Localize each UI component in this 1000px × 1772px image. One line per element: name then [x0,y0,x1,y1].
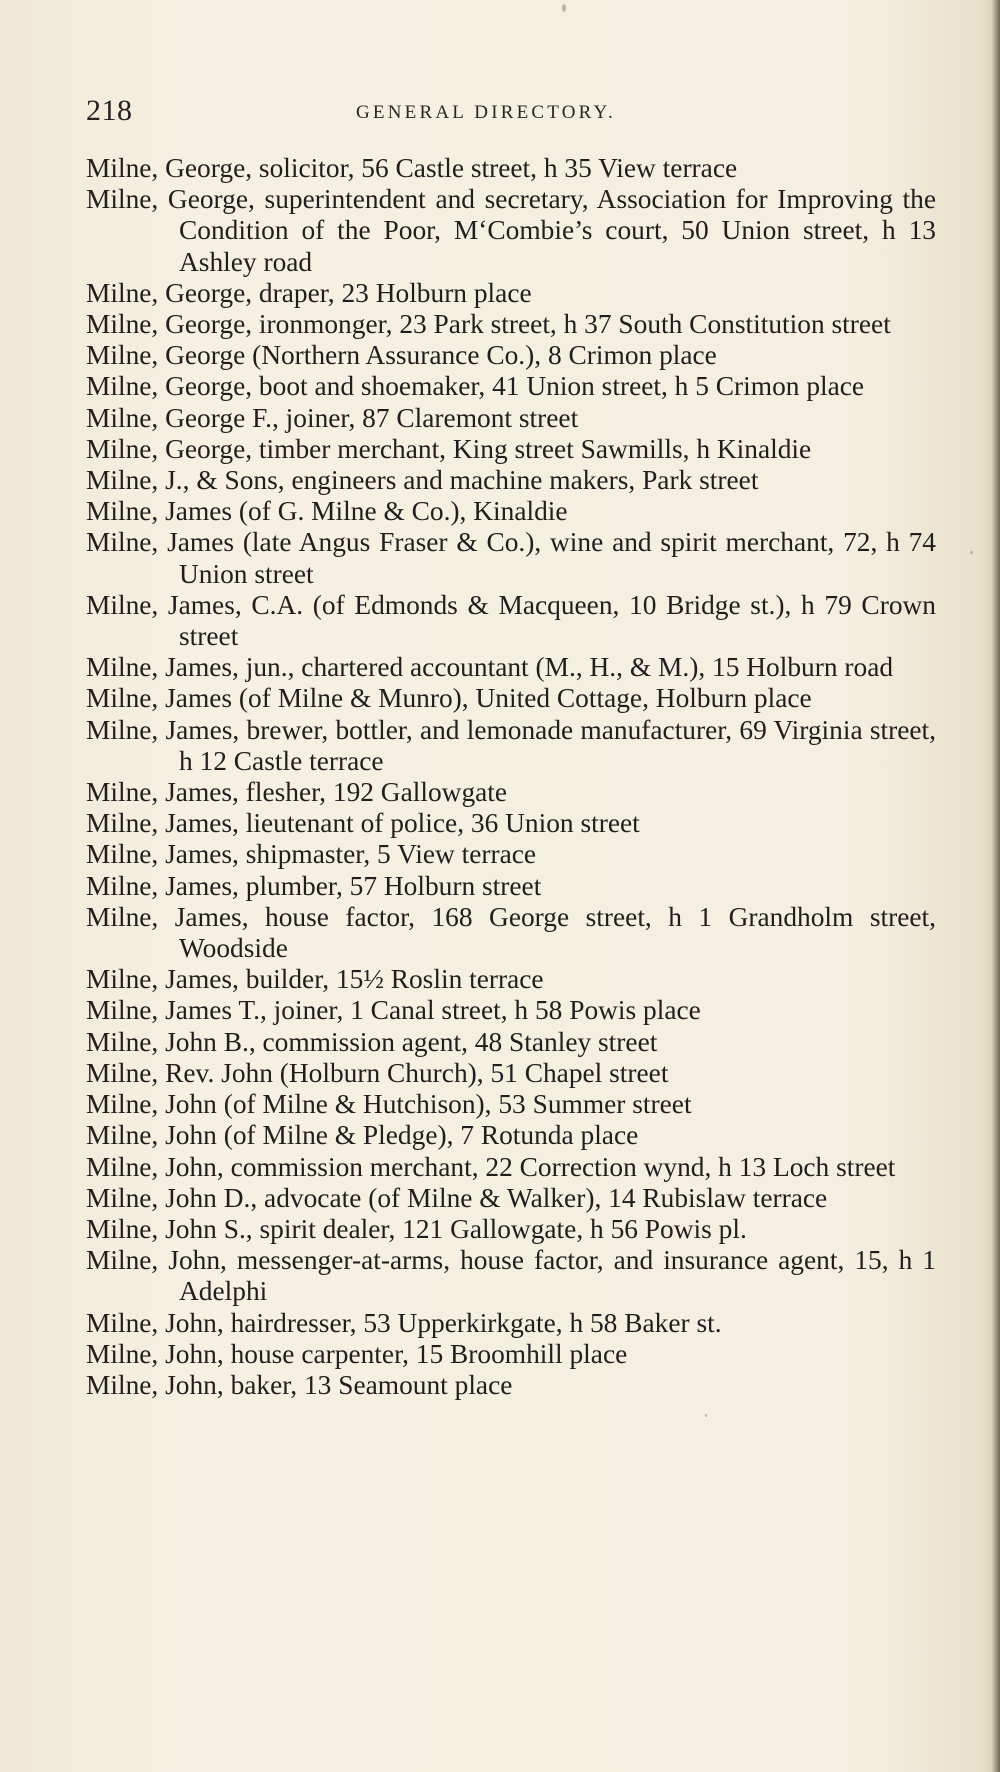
paper-speck [562,4,566,12]
directory-entry: Milne, John, commission merchant, 22 Correction wynd, h 13 Loch street [86,1151,896,1182]
directory-entry: Milne, James (late Angus Fraser & Co.), wine and spirit merchant, 72, h 74 Union street [86,527,936,589]
paper-speck [970,551,973,554]
directory-entry: Milne, Rev. John (Holburn Church), 51 Chapel street [86,1057,669,1088]
directory-entry: Milne, George, draper, 23 Holburn place [86,277,532,308]
directory-entry: Milne, James T., joiner, 1 Canal street, h 58 Powis place [86,995,701,1026]
directory-entry: Milne, John, house carpenter, 15 Broomhill place [86,1338,628,1369]
directory-entry: Milne, George, boot and shoemaker, 41 Union street, h 5 Crimon place [86,371,865,402]
directory-entry: Milne, James, brewer, bottler, and lemonade manufacturer, 69 Virginia street, h 12 Castle terrace [86,714,936,776]
directory-entry: Milne, George, timber merchant, King street Sawmills, h Kinaldie [86,433,812,464]
directory-entry: Milne, George, ironmonger, 23 Park street, h 37 South Constitution street [86,309,891,340]
directory-entry: Milne, James, lieutenant of police, 36 Union street [86,808,640,839]
directory-entry: Milne, James (of G. Milne & Co.), Kinaldie [86,496,568,527]
directory-entry: Milne, James, flesher, 192 Gallowgate [86,777,508,808]
directory-entry: Milne, John (of Milne & Pledge), 7 Rotunda place [86,1120,639,1151]
directory-entry: Milne, James, shipmaster, 5 View terrace [86,839,537,870]
directory-entry: Milne, John S., spirit dealer, 121 Gallowgate, h 56 Powis pl. [86,1213,747,1244]
page-edge-shadow [992,0,1000,1772]
running-title: GENERAL DIRECTORY. [356,102,616,123]
directory-entry: Milne, James, builder, 15½ Roslin terrace [86,964,544,995]
directory-entry: Milne, James, house factor, 168 George street, h 1 Grandholm street, Woodside [86,901,936,964]
directory-entry: Milne, John B., commission agent, 48 Stanley street [86,1026,658,1057]
directory-entry: Milne, James, C.A. (of Edmonds & Macqueen, 10 Bridge st.), h 79 Crown street [86,589,936,652]
directory-entries [86,153,936,1401]
page-header [86,94,936,134]
directory-entry: Milne, George, superintendent and secretary, Association for Improving the Condition of the Poor, M‘Combie’s court, 50 Union street, h 13 Ashley road [86,184,936,277]
directory-entry: Milne, James (of Milne & Munro), United Cottage, Holburn place [86,683,812,714]
page-number: 218 [86,94,133,127]
directory-entry: Milne, James, jun., chartered accountant (M., H., & M.), 15 Holburn road [86,652,894,683]
directory-entry: Milne, John, baker, 13 Seamount place [86,1369,513,1400]
directory-entry: Milne, John, messenger-at-arms, house factor, and insurance agent, 15, h 1 Adelphi [86,1245,936,1307]
paper-speck [705,1414,707,1417]
directory-entry: Milne, John D., advocate (of Milne & Walker), 14 Rubislaw terrace [86,1182,828,1213]
directory-entry: Milne, James, plumber, 57 Holburn street [86,870,542,901]
directory-entry: Milne, George F., joiner, 87 Claremont street [86,402,579,433]
directory-entry: Milne, George, solicitor, 56 Castle street, h 35 View terrace [86,153,738,183]
directory-entry: Milne, J., & Sons, engineers and machine makers, Park street [86,465,759,496]
directory-entry: Milne, John, hairdresser, 53 Upperkirkgate, h 58 Baker st. [86,1307,722,1338]
directory-entry: Milne, George (Northern Assurance Co.), 8 Crimon place [86,340,717,371]
directory-entry: Milne, John (of Milne & Hutchison), 53 Summer street [86,1089,692,1120]
